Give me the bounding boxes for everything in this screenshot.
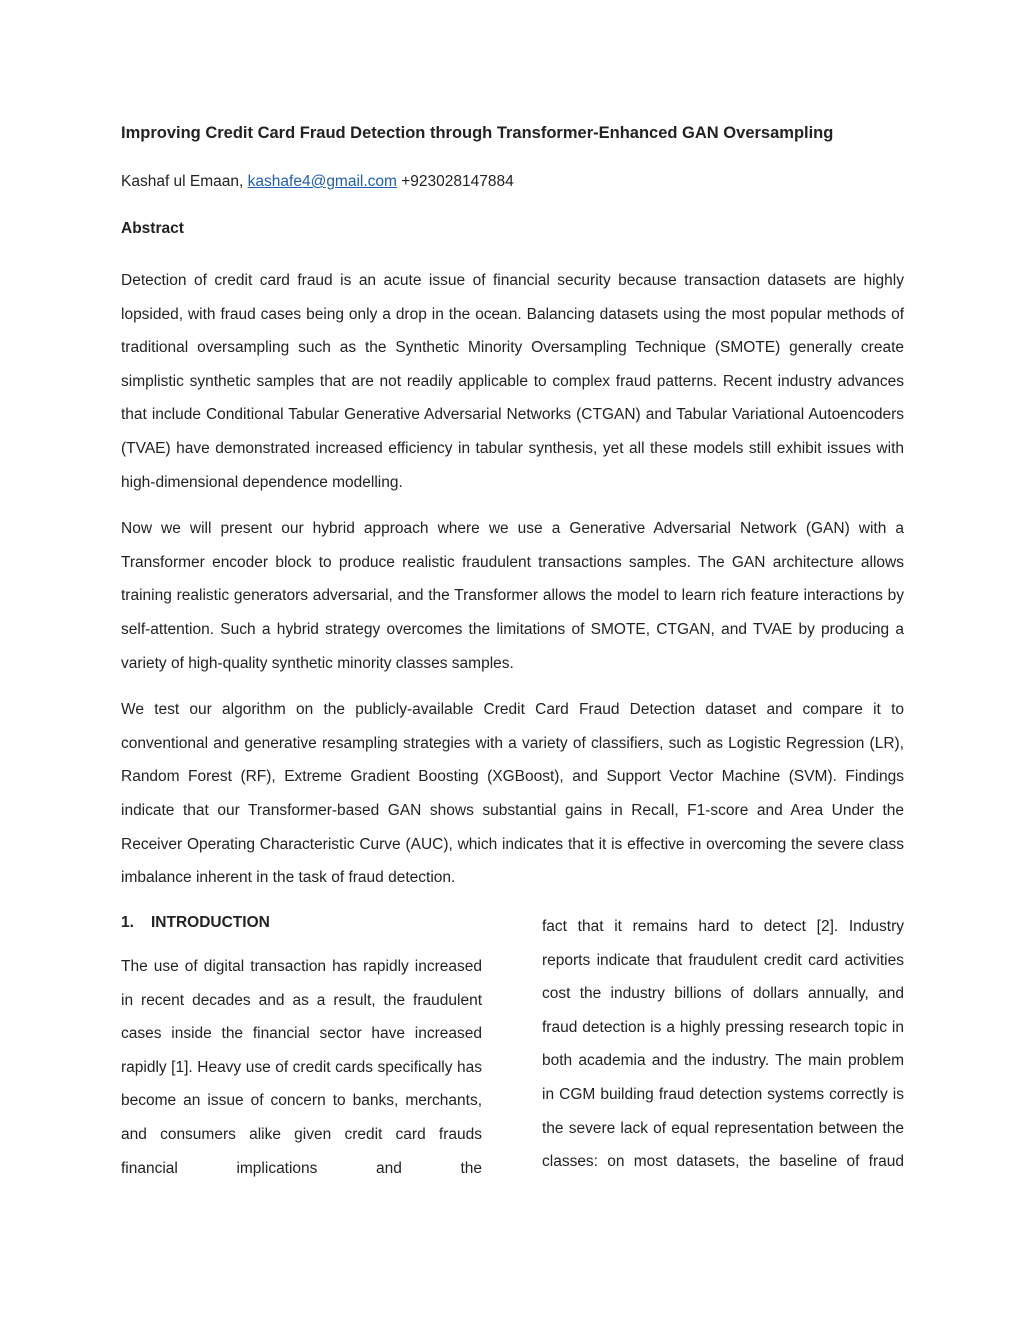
author-name: Kashaf ul Emaan, [121, 173, 248, 190]
introduction-left-text: The use of digital transaction has rapidly increased in recent decades and as a result, the fraudulent cases inside the financial sector have increased rapidly [1]. Heavy use of credit cards specifically has become an issue of concern to banks, merchants, and consumers alike given credit card frauds financial implications and the [121, 958, 482, 1177]
section-number: 1. [121, 914, 134, 931]
introduction-heading [121, 910, 482, 936]
section-title: INTRODUCTION [151, 914, 270, 931]
abstract-paragraph-3: We test our algorithm on the publicly-available Credit Card Fraud Detection dataset and compare it to conventional and generative resampling strategies with a variety of classifiers, such as Logistic Regression (LR), Random Forest (RF), Extreme Gradient Boosting (XGBoost), and Support Vector Machine (SVM). Findings indicate that our Transformer-based GAN shows substantial gains in Recall, F1-score and Area Under the Receiver Operating Characteristic Curve (AUC), which indicates that it is effective in overcoming the severe class imbalance inherent in the task of fraud detection. [121, 701, 904, 887]
abstract-body [121, 264, 904, 908]
author-email-link[interactable]: kashafe4@gmail.com [247, 173, 397, 190]
introduction-right-text: fact that it remains hard to detect [2]. Industry reports indicate that fraudulent credit card activities cost the industry billions of dollars annually, and fraud detection is a highly pressing research topic in both academia and the industry. The main problem in CGM building fraud detection systems correctly is the severe lack of equal representation between the classes: on most datasets, the baseline of fraud [542, 918, 904, 1171]
paper-title: Improving Credit Card Fraud Detection through Transformer-Enhanced GAN Oversampling [121, 124, 834, 142]
abstract-paragraph-2: Now we will present our hybrid approach where we use a Generative Adversarial Network (GAN) with a Transformer encoder block to produce realistic fraudulent transactions samples. The GAN architecture allows training realistic generators adversarial, and the Transformer allows the model to learn rich feature interactions by self-attention. Such a hybrid strategy overcomes the limitations of SMOTE, CTGAN, and TVAE by producing a variety of high-quality synthetic minority classes samples. [121, 520, 904, 672]
left-column [121, 910, 482, 1185]
abstract-heading: Abstract [121, 220, 184, 237]
author-line [121, 170, 514, 194]
abstract-paragraph-1: Detection of credit card fraud is an acute issue of financial security because transaction datasets are highly lopsided, with fraud cases being only a drop in the ocean. Balancing datasets using the most popular methods of traditional oversampling such as the Synthetic Minority Oversampling Technique (SMOTE) generally create simplistic synthetic samples that are not readily applicable to complex fraud patterns. Recent industry advances that include Conditional Tabular Generative Adversarial Networks (CTGAN) and Tabular Variational Autoencoders (TVAE) have demonstrated increased efficiency in tabular synthesis, yet all these models still exhibit issues with high-dimensional dependence modelling. [121, 272, 904, 491]
author-phone: +923028147884 [396, 173, 514, 190]
right-column [542, 910, 904, 1179]
